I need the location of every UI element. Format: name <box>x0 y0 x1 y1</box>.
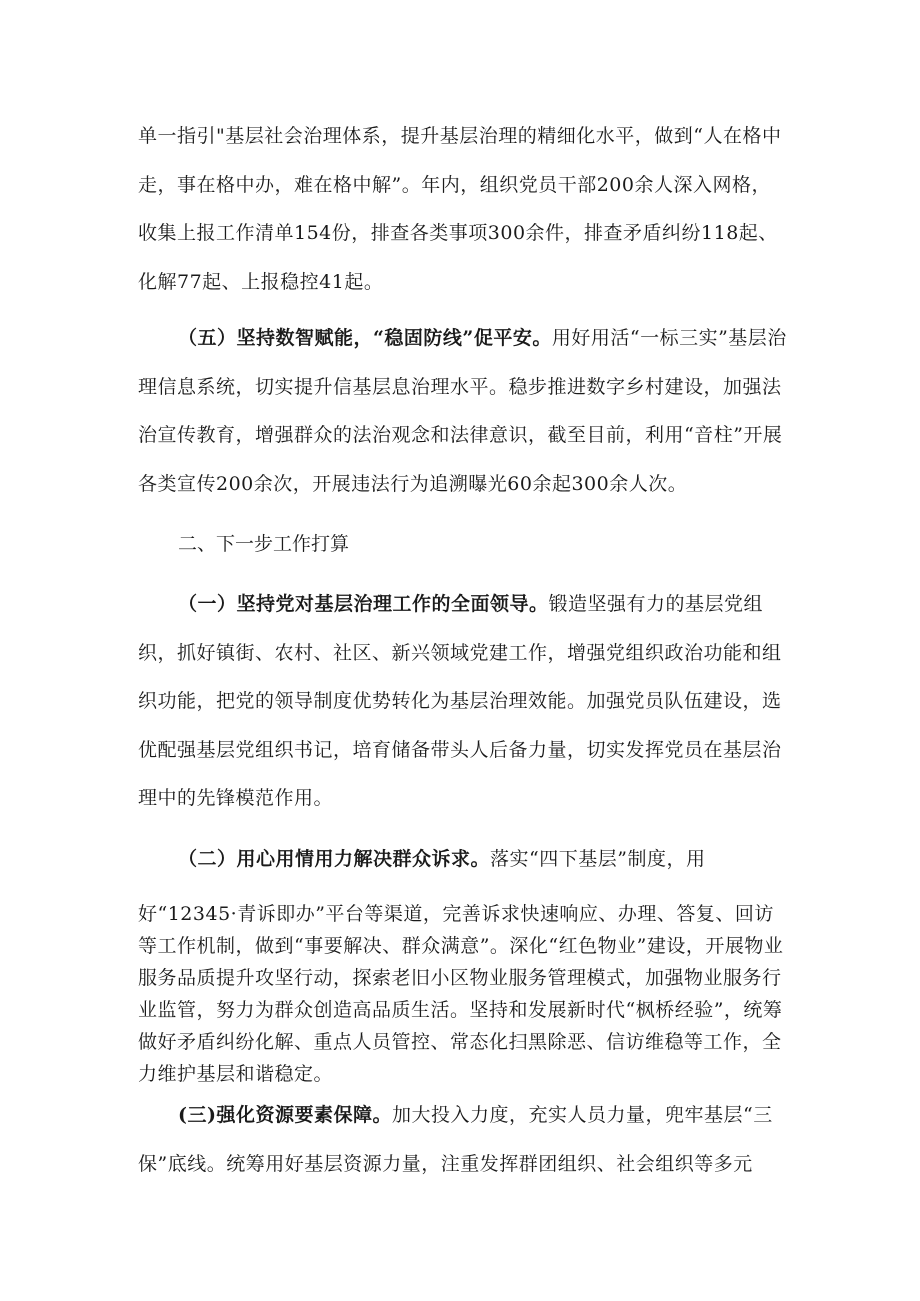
paragraph-heading: (三)强化资源要素保障。 <box>178 1104 392 1126</box>
paragraph-text: 加大投入力度，充实人员力量，兜牢基层“三保”底线。统筹用好基层资源力量，注重发挥群团组织、社会组织等多元 <box>138 1104 773 1175</box>
paragraph-text: 锻造坚强有力的基层党组织，抓好镇街、农村、社区、新兴领域党建工作，增强党组织政治功能和组织功能，把党的领导制度优势转化为基层治理效能。加强党员队伍建设，选优配强基层党组织书记，培育储备带头人后备力量，切实发挥党员在基层治理中的先锋模范作用。 <box>138 593 782 809</box>
paragraph-five <box>138 314 790 508</box>
paragraph-grid-governance <box>138 112 790 306</box>
paragraph-three <box>138 1091 790 1188</box>
paragraph-one <box>138 580 790 823</box>
paragraph-two-first-line <box>138 843 790 875</box>
paragraph-two-body <box>138 898 790 1090</box>
paragraph-text: 用好用活“一标三实”基层治理信息系统，切实提升信基层息治理水平。稳步推进数字乡村建设，加强法治宣传教育，增强群众的法治观念和法律意识，截至目前，利用“音柱”开展各类宣传200余次，开展违法行为追溯曝光60余起300余人次。 <box>138 327 787 495</box>
paragraph-heading: （一）坚持党对基层治理工作的全面领导。 <box>178 593 549 615</box>
section-title: 二、下一步工作打算 <box>178 533 350 555</box>
paragraph-text: 好“12345·青诉即办”平台等渠道，完善诉求快速响应、办理、答复、回访等工作机制，做到“事要解决、群众满意”。深化“红色物业”建设，开展物业服务品质提升攻坚行动，探索老旧小区物业服务管理模式，加强物业服务行业监管，努力为群众创造高品质生活。坚持和发展新时代“枫桥经验”，统筹做好矛盾纠纷化解、重点人员管控、常态化扫黑除恶、信访维稳等工作，全力维护基层和谐稳定。 <box>138 903 784 1085</box>
paragraph-heading: （五）坚持数智赋能，“稳固防线”促平安。 <box>178 327 552 349</box>
paragraph-heading: （二）用心用情用力解决群众诉求。 <box>178 848 491 870</box>
paragraph-text: 单一指引"基层社会治理体系，提升基层治理的精细化水平，做到“人在格中走，事在格中办，难在格中解”。年内，组织党员干部200余人深入网格，收集上报工作清单154份，排查各类事项300余件，排查矛盾纠纷118起、化解77起、上报稳控41起。 <box>138 125 782 293</box>
paragraph-text: 落实“四下基层”制度，用 <box>490 848 706 870</box>
